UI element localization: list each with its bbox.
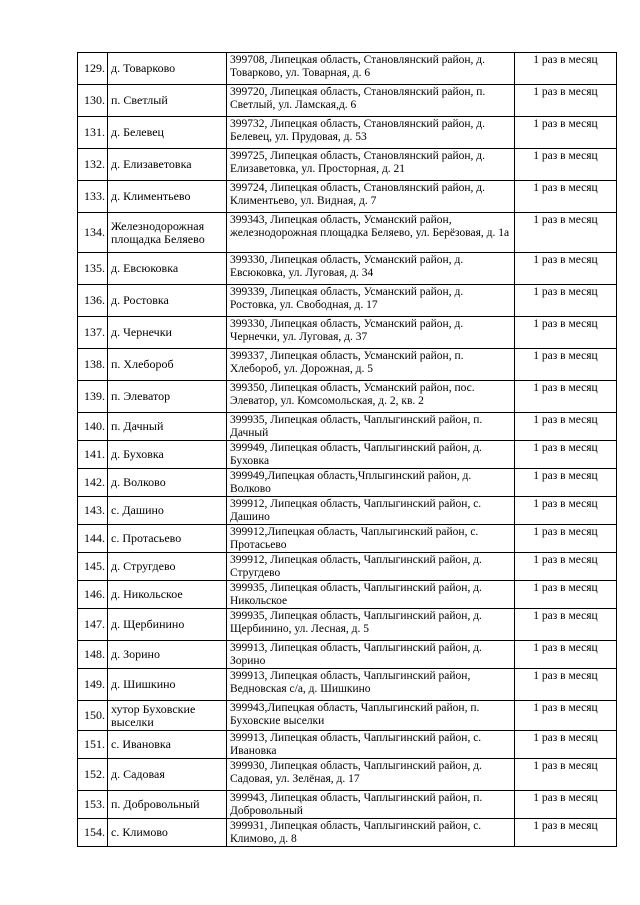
locality-name: д. Ростовка (108, 285, 227, 317)
table-row (78, 819, 617, 847)
postal-address: 399943, Липецкая область, Чаплыгинский район, п. Добровольный (227, 791, 515, 819)
locality-name: д. Белевец (108, 117, 227, 149)
visit-frequency: 1 раз в месяц (515, 317, 617, 349)
visit-frequency: 1 раз в месяц (515, 525, 617, 553)
postal-address: 399732, Липецкая область, Становлянский район, д. Белевец, ул. Прудовая, д. 53 (227, 117, 515, 149)
table-row (78, 581, 617, 609)
visit-frequency: 1 раз в месяц (515, 469, 617, 497)
row-number: 144. (78, 525, 108, 553)
locality-name: д. Садовая (108, 759, 227, 791)
table-row (78, 497, 617, 525)
postal-address: 399725, Липецкая область, Становлянский район, д. Елизаветовка, ул. Просторная, д. 21 (227, 149, 515, 181)
postal-address: 399339, Липецкая область, Усманский район, д. Ростовка, ул. Свободная, д. 17 (227, 285, 515, 317)
table-row (78, 413, 617, 441)
row-number: 133. (78, 181, 108, 213)
row-number: 148. (78, 641, 108, 669)
postal-address: 399724, Липецкая область, Становлянский район, д. Климентьево, ул. Видная, д. 7 (227, 181, 515, 213)
postal-address: 399931, Липецкая область, Чаплыгинский район, с. Климово, д. 8 (227, 819, 515, 847)
postal-address: 399930, Липецкая область, Чаплыгинский район, д. Садовая, ул. Зелёная, д. 17 (227, 759, 515, 791)
locality-name: с. Климово (108, 819, 227, 847)
visit-frequency: 1 раз в месяц (515, 581, 617, 609)
visit-frequency: 1 раз в месяц (515, 609, 617, 641)
row-number: 146. (78, 581, 108, 609)
locality-name: п. Добровольный (108, 791, 227, 819)
visit-frequency: 1 раз в месяц (515, 497, 617, 525)
locality-name: д. Климентьево (108, 181, 227, 213)
postal-address: 399330, Липецкая область, Усманский район, д. Чернечки, ул. Луговая, д. 37 (227, 317, 515, 349)
row-number: 137. (78, 317, 108, 349)
table-row (78, 85, 617, 117)
table-row (78, 669, 617, 701)
locality-name: д. Евсюковка (108, 253, 227, 285)
row-number: 151. (78, 731, 108, 759)
row-number: 139. (78, 381, 108, 413)
table-row (78, 285, 617, 317)
table-row (78, 253, 617, 285)
locality-name: д. Чернечки (108, 317, 227, 349)
postal-address: 399935, Липецкая область, Чаплыгинский район, д. Щербинино, ул. Лесная, д. 5 (227, 609, 515, 641)
row-number: 138. (78, 349, 108, 381)
row-number: 142. (78, 469, 108, 497)
visit-frequency: 1 раз в месяц (515, 285, 617, 317)
postal-address: 399708, Липецкая область, Становлянский район, д. Товарково, ул. Товарная, д. 6 (227, 53, 515, 85)
row-number: 149. (78, 669, 108, 701)
locality-name: д. Товарково (108, 53, 227, 85)
visit-frequency: 1 раз в месяц (515, 553, 617, 581)
table-row (78, 609, 617, 641)
postal-address: 399720, Липецкая область, Становлянский район, п. Светлый, ул. Ламская,д. 6 (227, 85, 515, 117)
row-number: 140. (78, 413, 108, 441)
visit-frequency: 1 раз в месяц (515, 253, 617, 285)
locations-table (77, 52, 617, 847)
postal-address: 399912, Липецкая область, Чаплыгинский район, с. Дашино (227, 497, 515, 525)
visit-frequency: 1 раз в месяц (515, 759, 617, 791)
locality-name: Железнодорожная площадка Беляево (108, 213, 227, 253)
visit-frequency: 1 раз в месяц (515, 85, 617, 117)
visit-frequency: 1 раз в месяц (515, 349, 617, 381)
row-number: 154. (78, 819, 108, 847)
visit-frequency: 1 раз в месяц (515, 819, 617, 847)
table-row (78, 149, 617, 181)
postal-address: 399935, Липецкая область, Чаплыгинский район, п. Дачный (227, 413, 515, 441)
postal-address: 399935, Липецкая область, Чаплыгинский район, д. Никольское (227, 581, 515, 609)
table-row (78, 525, 617, 553)
locality-name: д. Буховка (108, 441, 227, 469)
table-row (78, 441, 617, 469)
row-number: 136. (78, 285, 108, 317)
table-row (78, 349, 617, 381)
postal-address: 399330, Липецкая область, Усманский район, д. Евсюковка, ул. Луговая, д. 34 (227, 253, 515, 285)
table-row (78, 181, 617, 213)
postal-address: 399350, Липецкая область, Усманский район, пос. Элеватор, ул. Комсомольская, д. 2, кв. 2 (227, 381, 515, 413)
table-row (78, 791, 617, 819)
postal-address: 399337, Липецкая область, Усманский район, п. Хлебороб, ул. Дорожная, д. 5 (227, 349, 515, 381)
locality-name: с. Протасьево (108, 525, 227, 553)
visit-frequency: 1 раз в месяц (515, 181, 617, 213)
row-number: 153. (78, 791, 108, 819)
visit-frequency: 1 раз в месяц (515, 149, 617, 181)
table-row (78, 701, 617, 731)
visit-frequency: 1 раз в месяц (515, 701, 617, 731)
visit-frequency: 1 раз в месяц (515, 641, 617, 669)
row-number: 150. (78, 701, 108, 731)
locality-name: п. Дачный (108, 413, 227, 441)
row-number: 152. (78, 759, 108, 791)
postal-address: 399913, Липецкая область, Чаплыгинский район, Ведновская с/а, д. Шишкино (227, 669, 515, 701)
locality-name: п. Элеватор (108, 381, 227, 413)
locality-name: д. Щербинино (108, 609, 227, 641)
row-number: 145. (78, 553, 108, 581)
locality-name: д. Елизаветовка (108, 149, 227, 181)
visit-frequency: 1 раз в месяц (515, 53, 617, 85)
postal-address: 399912, Липецкая область, Чаплыгинский район, д. Стругдево (227, 553, 515, 581)
visit-frequency: 1 раз в месяц (515, 731, 617, 759)
locality-name: с. Ивановка (108, 731, 227, 759)
row-number: 135. (78, 253, 108, 285)
locality-name: п. Светлый (108, 85, 227, 117)
row-number: 134. (78, 213, 108, 253)
locality-name: п. Хлебороб (108, 349, 227, 381)
locality-name: д. Зорино (108, 641, 227, 669)
locality-name: д. Стругдево (108, 553, 227, 581)
row-number: 147. (78, 609, 108, 641)
table-row (78, 469, 617, 497)
table-row (78, 317, 617, 349)
table-row (78, 117, 617, 149)
locality-name: хутор Буховские выселки (108, 701, 227, 731)
row-number: 132. (78, 149, 108, 181)
visit-frequency: 1 раз в месяц (515, 381, 617, 413)
locality-name: д. Шишкино (108, 669, 227, 701)
visit-frequency: 1 раз в месяц (515, 213, 617, 253)
row-number: 129. (78, 53, 108, 85)
postal-address: 399913, Липецкая область, Чаплыгинский район, с. Ивановка (227, 731, 515, 759)
postal-address: 399943,Липецкая область, Чаплыгинский район, п. Буховские выселки (227, 701, 515, 731)
table-row (78, 759, 617, 791)
postal-address: 399949, Липецкая область, Чаплыгинский район, д. Буховка (227, 441, 515, 469)
locality-name: д. Никольское (108, 581, 227, 609)
visit-frequency: 1 раз в месяц (515, 117, 617, 149)
row-number: 141. (78, 441, 108, 469)
table-row (78, 731, 617, 759)
locations-table-body (78, 53, 617, 847)
table-row (78, 381, 617, 413)
postal-address: 399343, Липецкая область, Усманский район, железнодорожная площадка Беляево, ул. Берёзовая, д. 1а (227, 213, 515, 253)
postal-address: 399912,Липецкая область, Чаплыгинский район, с. Протасьево (227, 525, 515, 553)
row-number: 131. (78, 117, 108, 149)
table-row (78, 53, 617, 85)
visit-frequency: 1 раз в месяц (515, 669, 617, 701)
locality-name: с. Дашино (108, 497, 227, 525)
visit-frequency: 1 раз в месяц (515, 413, 617, 441)
postal-address: 399949,Липецкая область,Чплыгинский район, д. Волково (227, 469, 515, 497)
row-number: 130. (78, 85, 108, 117)
visit-frequency: 1 раз в месяц (515, 791, 617, 819)
table-row (78, 641, 617, 669)
postal-address: 399913, Липецкая область, Чаплыгинский район, д. Зорино (227, 641, 515, 669)
table-row (78, 213, 617, 253)
table-row (78, 553, 617, 581)
locality-name: д. Волково (108, 469, 227, 497)
visit-frequency: 1 раз в месяц (515, 441, 617, 469)
row-number: 143. (78, 497, 108, 525)
